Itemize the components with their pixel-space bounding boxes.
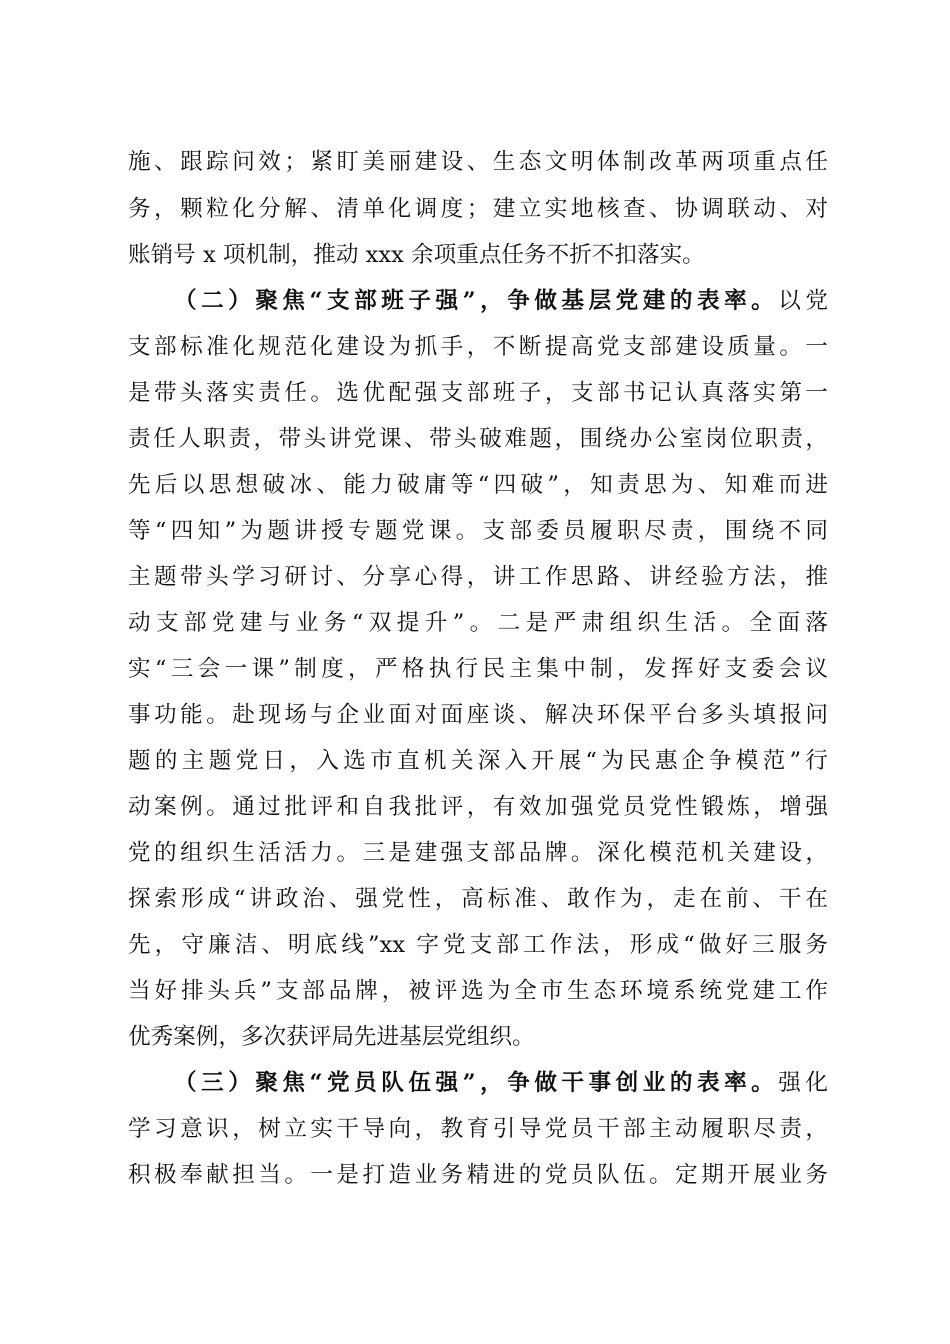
paragraph-1-line-1: 施、跟踪问效；紧盯美丽建设、生态文明体制改革两项重点任 [128, 149, 828, 175]
paragraph-2-line: 党的组织生活活力。三是建强支部品牌。深化模范机关建设， [128, 840, 828, 866]
paragraph-1-line-2: 务，颗粒化分解、清单化调度；建立实地核查、协调联动、对 [128, 196, 828, 222]
section-3-heading: （三）聚焦“党员队伍强”，争做干事创业的表率。 [174, 1070, 779, 1096]
section-2-first-line [174, 281, 828, 321]
section-2-heading-tail: 以党 [778, 288, 828, 314]
paragraph-2-line: 动案例。通过批评和自我批评，有效加强党员党性锻炼，增强 [128, 794, 828, 820]
section-3-first-line [174, 1063, 828, 1103]
paragraph-2-line: 动支部党建与业务“双提升”。二是严肃组织生活。全面落 [128, 610, 828, 636]
section-3-heading-tail: 强化 [778, 1070, 828, 1096]
paragraph-2-line: 是带头落实责任。选优配强支部班子，支部书记认真落实第一 [128, 380, 828, 406]
paragraph-3-line: 积极奉献担当。一是打造业务精进的党员队伍。定期开展业务 [128, 1162, 828, 1188]
paragraph-2-line: 实“三会一课”制度，严格执行民主集中制，发挥好支委会议 [128, 656, 828, 682]
paragraph-2-line: 先后以思想破冰、能力破庸等“四破”，知责思为、知难而进 [128, 472, 828, 498]
paragraph-2-line: 题的主题党日，入选市直机关深入开展“为民惠企争模范”行 [128, 748, 828, 774]
paragraph-2-line: 主题带头学习研讨、分享心得，讲工作思路、讲经验方法，推 [128, 564, 828, 590]
paragraph-2-line: 先，守廉洁、明底线”xx 字党支部工作法，形成“做好三服务 [128, 932, 828, 958]
paragraph-2-line: 探索形成“讲政治、强党性，高标准、敢作为，走在前、干在 [128, 886, 828, 912]
paragraph-1-line-3: 账销号 x 项机制，推动 xxx 余项重点任务不折不扣落实。 [128, 242, 705, 268]
paragraph-2-line: 等“四知”为题讲授专题党课。支部委员履职尽责，围绕不同 [128, 518, 828, 544]
section-2-heading: （二）聚焦“支部班子强”，争做基层党建的表率。 [174, 288, 779, 314]
paragraph-2-line: 支部标准化规范化建设为抓手，不断提高党支部建设质量。一 [128, 334, 828, 360]
paragraph-2-line: 优秀案例，多次获评局先进基层党组织。 [128, 1024, 535, 1050]
paragraph-2-line: 事功能。赴现场与企业面对面座谈、解决环保平台多头填报问 [128, 702, 828, 728]
paragraph-3-line: 学习意识，树立实干导向，教育引导党员干部主动履职尽责， [128, 1116, 828, 1142]
paragraph-2-line: 责任人职责，带头讲党课、带头破难题，围绕办公室岗位职责， [128, 426, 828, 452]
paragraph-2-line: 当好排头兵”支部品牌，被评选为全市生态环境系统党建工作 [128, 978, 828, 1004]
